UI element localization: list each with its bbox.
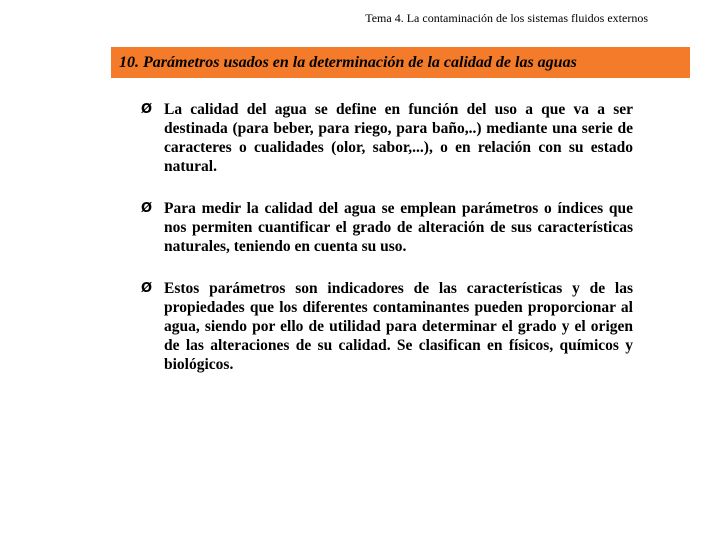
bullet-item xyxy=(141,199,633,256)
bullet-text: Estos parámetros son indicadores de las características y de las propiedades que los diferentes contaminantes pueden proporcionar al agua, siendo por ello de utilidad para determinar el grado y el origen de las alteraciones de su calidad. Se clasifican en físicos, químicos y biológicos. xyxy=(164,280,633,373)
section-banner xyxy=(111,47,690,78)
arrow-bullet-icon: Ø xyxy=(141,281,153,296)
bullet-item xyxy=(141,279,633,374)
bullet-text: Para medir la calidad del agua se emplean parámetros o índices que nos permiten cuantificar el grado de alteración de sus características naturales, teniendo en cuenta su uso. xyxy=(164,200,633,255)
page-header-title: Tema 4. La contaminación de los sistemas fluidos externos xyxy=(365,11,648,25)
bullet-list xyxy=(141,100,633,397)
bullet-item xyxy=(141,100,633,176)
arrow-bullet-icon: Ø xyxy=(141,102,153,117)
arrow-bullet-icon: Ø xyxy=(141,201,153,216)
bullet-text: La calidad del agua se define en función del uso a que va a ser destinada (para beber, para riego, para baño,..) mediante una serie de caracteres o cualidades (olor, sabor,...), o en relación con su estado natural. xyxy=(164,101,633,175)
section-title: 10. Parámetros usados en la determinación de la calidad de las aguas xyxy=(119,53,577,71)
